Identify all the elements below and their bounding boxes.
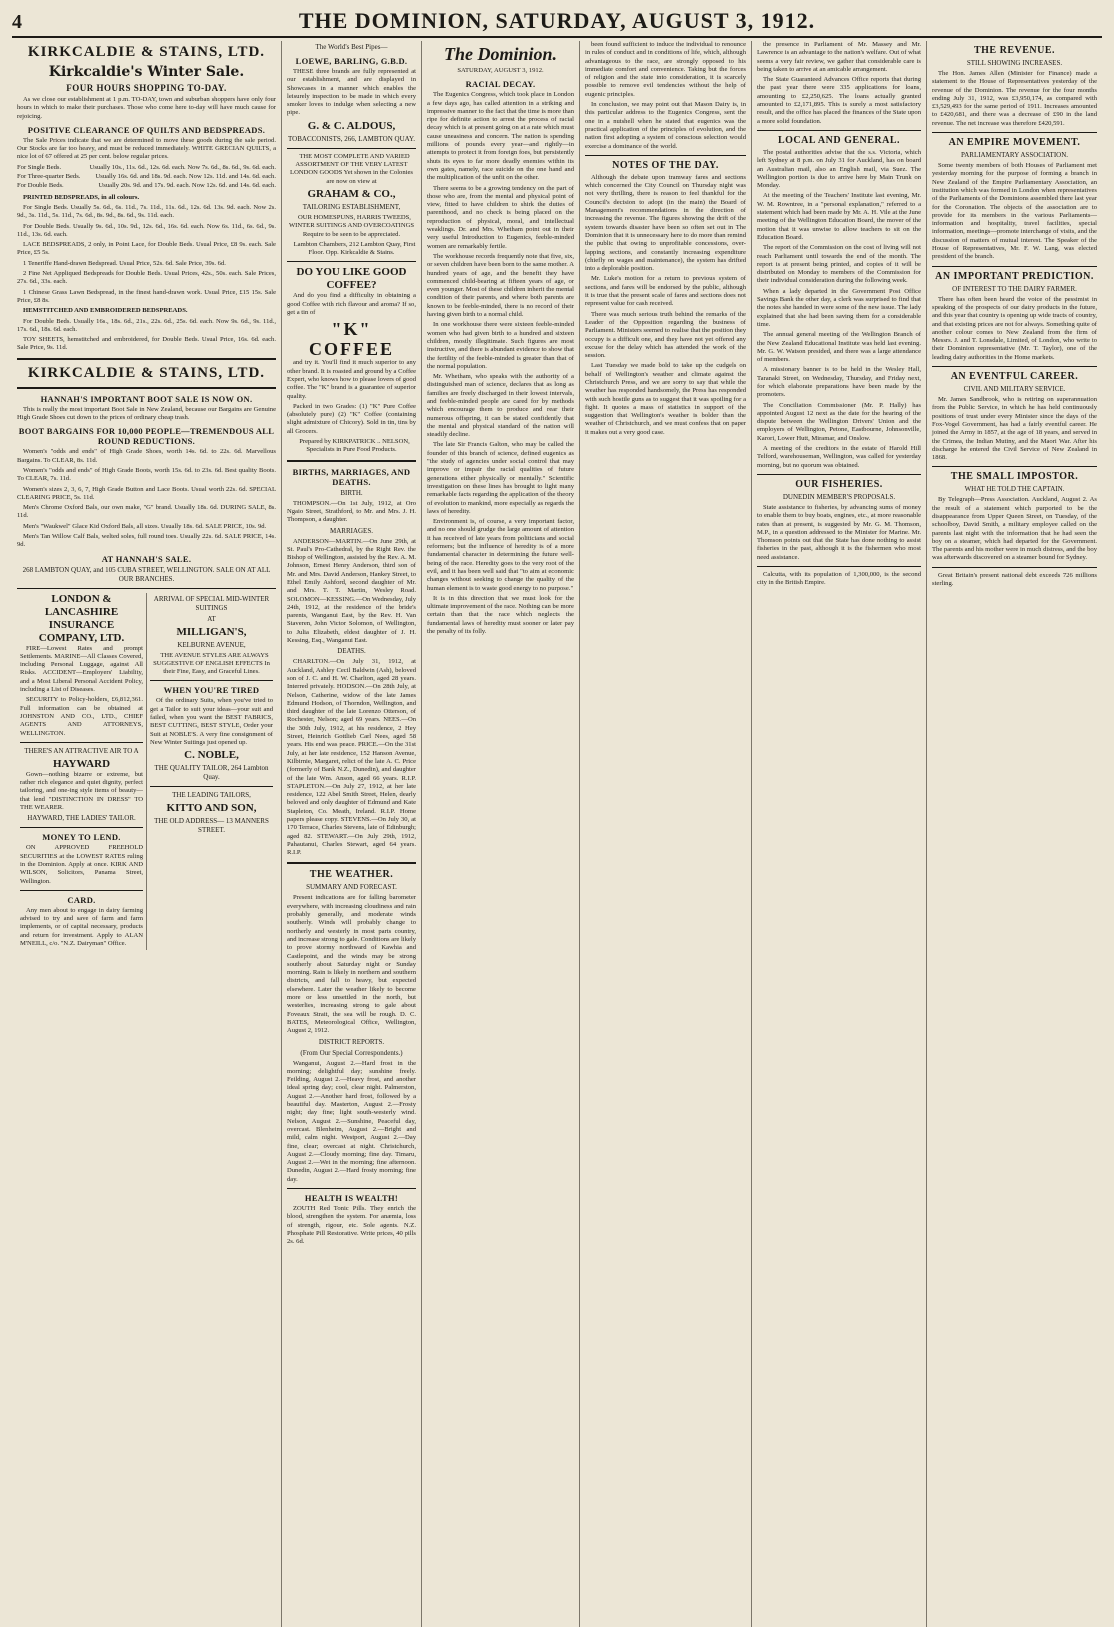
pipes-brand: LOEWE, BARLING, G.B.D. [295,56,408,66]
arrival-text: THE AVENUE STYLES ARE ALWAYS SUGGESTIVE OF ENGLISH EFFECTS In their Fine, Easy, and Graceful Lines. [153,651,270,676]
newspaper-title: THE DOMINION, SATURDAY, AUGUST 3, 1912. [298,8,816,33]
local-paragraph: The Conciliation Commissioner (Mr. P. Hally) has appointed August 12 next as the date for the hearing of the dispute between the Wellington Drivers' Union and the employers of Wellington, Petone, Eastbourne, Johnsonville, Karori, Lower Hutt, Miramar, and Onslow. [757,401,921,442]
divider [932,132,1097,133]
boot-item: Women's "odds and ends" of High Grade Shoes, worth 14s. 6d. to 22s. 6d. Marvellous Bargains. To CLEAR, 8s. 11d. [17,448,276,464]
local-heading: LOCAL AND GENERAL. [777,134,901,146]
marriages-text: ANDERSON—MARTIN.—On June 29th, at St. Paul's Pro-Cathedral, by the Right Rev. the Bishop of Wellington, assisted by the Rev. A. M. Johnson, Ernest Henry Anderson, third son of Mr. and Mrs. David Anderson, Hankey Street, to Ethel Emily Ashford, second daughter of Mr. and Mrs. T. T. Martin, Wesley Road. SOLOMON—KESSING.—On Wednesday, July 24th, 1912, at the residence of the bride's parents, Wanganui East, by the Rev. H. Van Staveren, John Victor Solomon, of Wellington, to Julia Elizabeth, eldest daughter of J. H. Kessing, Esq., Wanganui East. [287,537,416,645]
hannah-intro: This is really the most important Boot Sale in New Zealand, because our Bargains are Genuine High Grade Shoes cut down to the prices of ordinary cheap trash. [17,405,276,422]
coffee-maker: Prepared by KIRKPATRICK .. NELSON, Specialists in Pure Food Products. [299,438,410,454]
divider [287,460,416,462]
quilt-item [17,173,276,181]
arrival-firm: MILLIGAN'S, [176,625,247,638]
coffee-brand: "K" COFFEE [308,319,394,360]
printed-bedspreads-double: For Double Beds. Usually 9s. 6d., 10s. 9d., 12s. 6d., 16s. 6d. each. Now 6s. 11d., 6s. 6d., 9s. 11d., 13s. 6d. each. [17,222,276,238]
divider [932,567,1097,568]
small-ads-row [17,593,276,951]
prediction-text: There has often been heard the voice of the pessimist in speaking of the prospects of our dairy products in the future, and this year that country is opening up wide tracts of country, and that existing prices are not for always. Something quite of another colour comes to New Zealand from the firm of Messrs. J. and T. Lonsdale, Limited, of London, who write to their Dominion representative (Mr. T. Taylor), one of the leading dairy authorities in the Home markets. [932,295,1097,361]
notes-paragraph: Although the debate upon tramway fares and sections which concerned the City Council on Thursday night was not very thrilling, there is reason to feel thankful for the Council's decision to adopt (in the main) the Board of Management's recommendations in the direction of increasing the revenue. The figures showing the drift of the system towards disaster have been so often set out in The Dominion that it is unnecessary here to do more than remind the public that owing to unprofitable concessions, over-lapping sections, and constantly increasing expenditure (chiefly on wages and maintenance), the system has drifted into a deplorable position. [585,173,746,273]
empire-text: Some twenty members of both Houses of Parliament met yesterday morning for the purpose of forming a branch in New Zealand of the Empire Parliamentary Association, an institution which was formed in London when representatives of the Parliaments of the Dominions assembled there last year for the Coronation. The objects of the association are to provide for its members in the various Parliaments—information and hospitality, travel facilities, special information, meetings—promote interchange of visits, and the discussion of matters of mutual interest. The Speaker of the House of Representatives, Mr. F. W. Lang, was elected president of the branch. [932,162,1097,261]
quilt-label: For Double Beds. [17,182,64,190]
career-subheading: CIVIL AND MILITARY SERVICE. [963,385,1066,394]
money-text: ON APPROVED FREEHOLD SECURITIES at the LOWEST RATES ruling in the Dominion. Apply at once. KIRK AND WILSON, Solicitors, Panama Street, Wellington. [20,844,143,885]
printed-bedspreads-heading: PRINTED BEDSPREADS, in all colours. [23,193,140,201]
boot-item: Women's sizes 2, 3, 6, 7, High Grade Button and Lace Boots. Usual worth 22s. 6d. SPECIAL CLEARING PRICE, 5s. 11d. [17,485,276,501]
leader-heading: RACIAL DECAY. [465,79,536,90]
divider [150,786,273,787]
aldous-sub: TOBACCONISTS, 266, LAMBTON QUAY. [288,134,415,143]
hayward-intro: THERE'S AN ATTRACTIVE AIR TO A [24,746,139,755]
boot-bargains-heading: BOOT BARGAINS FOR 10,000 PEOPLE—TREMENDOUS ALL ROUND REDUCTIONS. [18,426,275,447]
boot-item: Men's "Waukwel" Glace Kid Oxford Bals, all sizes. Usually 18s. 6d. SALE PRICE, 10s. 9d. [23,522,267,530]
weather-text: Present indications are for falling barometer everywhere, with increasing cloudiness and rain probably generally, and moderate winds southerly. Winds will probably change to northerly and westerly in most parts country, and increase strong to gale. Conditions are likely to prove stormy northward of Kawhia and Castlepoint, and the winds may be strong southerly about Saturday night or Sunday morning. Rain is likely in northern and southern districts, and fall to heavy, but expected elsewhere. Later the weather likely to become more or less unsettled in the north, but westerlies, increasing strong to gale about Foveaux Strait, the sea will be rough. D. C. BATES, Meteorological Office, Wellington, August 2, 1912. [287,894,416,1035]
teneriffe-bedspread: 1 Teneriffe Hand-drawn Bedspread. Usual Price, 52s. 6d. Sale Price, 39s. 6d. [23,259,226,267]
prediction-subheading: OF INTEREST TO THE DAIRY FARMER. [952,284,1077,293]
graham-sub: TAILORING ESTABLISHMENT, [302,202,401,211]
births-heading: BIRTHS, MARRIAGES, AND DEATHS. [292,466,411,487]
empire-heading: AN EMPIRE MOVEMENT. [948,137,1081,149]
local-paragraph: A meeting of the creditors in the estate of Harold Hill Telford, warehouseman, Wellington, was called for yesterday morning, but no quorum was obtained. [757,445,921,469]
quilt-price: Usually 16s. 6d. and 18s. 9d. each. Now 12s. 11d. and 14s. 6d. each. [95,173,276,181]
divider [17,358,276,360]
coffee-body: and try it. You'll find it much superior to any other brand. It is roasted and ground by a Coffee Expert, who knows how to please lovers of good coffee. The "K" brand is a guarantee of superior quality. [287,359,416,400]
leader-paragraph: Environment is, of course, a very important factor, and no one should grudge the large amount of attention it has received of late years from politicians and social reformers; but the influence of heredity is of a more fundamental character in determining the future well-being of the race. Heredity goes to the very root of the evil, and it has been well said that "to aim at economic changes without seeking to change the quality of the human element is to waste good energy to no purpose." [427,518,574,592]
card-text: Any men about to engage in dairy farming advised to try and save of farm and farm implements, or of capital necessary, products and return for investment. Apply to ALAN M'NEILL, c/o. "N.Z. Dairyman" Office. [20,906,143,947]
divider [17,387,276,389]
small-ads-right [147,593,276,951]
divider [932,466,1097,467]
reports-heading: DISTRICT REPORTS. [318,1037,385,1046]
column-advertisements-notices [282,41,422,1627]
appliqued-bedspreads: 2 Fine Net Appliqued Bedspreads for Double Beds. Usual Prices, 42s., 50s. each. Sale Prices, 27s. 6d., 33s. each. [17,270,276,286]
divider [287,261,416,262]
revenue-subheading: STILL SHOWING INCREASES. [966,59,1063,67]
kirkcaldie-firm-title: KIRKCALDIE & STAINS, LTD. [27,44,266,60]
insurance-text: FIRE—Lowest Rates and prompt Settlements. MARINE—All Classes Covered, including Personal Luggage, against All Risks. ACCIDENT—Employers' Liability, and a Most Liberal Personal Accident Policy, including a List of Diseases. [20,644,143,694]
leader-paragraph: The Eugenics Congress, which took place in London a few days ago, has called attention in a striking and impressive manner to the fact that the time is more than ripe for definite action to arrest the process of racial decay which is at present going on at a rate which must cause uneasiness and concern. The nation is spending millions of pounds every year—and rightly—in attempts to protect it from foreign foes, but persistently shuts its eyes to far more deadly enemies within its own gates, namely, race suicide on the one hand and the multiplication of the unfit on the other. [427,91,574,182]
local-paragraph: The annual general meeting of the Wellington Branch of the New Zealand Educational Institute was held last evening. Mr. G. W. Watson presided, and there was a large attendance of members. [757,331,921,364]
divider [932,366,1097,367]
reports-subheading: (From Our Special Correspondents.) [300,1048,403,1057]
divider [17,588,276,589]
column-leader [422,41,580,1627]
divider [150,680,273,681]
divider [585,155,746,156]
column-notes [580,41,752,1627]
graham-address: Lambton Chambers, 212 Lambton Quay, First Floor. Opp. Kirkcaldie & Stains. [293,240,416,257]
impostor-text: By Telegraph—Press Association. Auckland, August 2. As the result of a statement which purported to be the disappearance from Upper Queen Street, on Tuesday, of the schoolboy, David Smith, a military employee called on the parents last night with the information that he had seen the boy on a steamer, which had departed for the Government. The parents and his mother were in much distress, and the boy was afterwards discovered on a steamer bound for Sydney. [932,496,1097,562]
career-text: Mr. James Sandbrook, who is retiring on superannuation from the Public Service, in which he has held continuously positions of trust under every Minister since the days of the Fox-Vogel Government, has had a fairly eventful career. He joined the Army in 1857, at the age of 18 years, and served in the Crimea, the Indian Mutiny, and the Maori War. After his discharge he entered the Civil Service of New Zealand in 1868. [932,396,1097,462]
notes-heading: NOTES OF THE DAY. [612,159,719,171]
divider [20,890,143,891]
hayward-footer: HAYWARD, THE LADIES' TAILOR. [27,814,136,823]
hayward-text: Gown—nothing bizarre or extreme, but rather rich elegance and quiet dignity, perfect tailoring, and one-ing style items of beauty—that lend "DISTINCTION IN DRESS" TO THE WEARER. [20,770,143,812]
leader-paragraph: The late Sir Francis Galton, who may be called the founder of this branch of science, defined eugenics as "the study of agencies under social control that may improve or impair the racial qualities of future generations either physically or mentally." Scientific investigation on these lines has brought to light many remarkable facts regarding the application of the theory of evolution to mankind, more especially as regards the laws of heredity. [427,441,574,515]
kirkcaldie-firm-title-footer: KIRKCALDIE & STAINS, LTD. [27,364,266,381]
local-paragraph: The report of the Commission on the cost of living will not reach Parliament until towards the end of the month. The report is at present being printed, and copies of it will be distributed on Monday to members of the Commission for their individual consideration during the following week. [757,244,921,285]
column-news [927,41,1102,1627]
divider [757,474,921,475]
impostor-subheading: WHAT HE TOLD THE CAPTAIN. [964,485,1065,494]
notes-continued: the presence in Parliament of Mr. Massey and Mr. Lawrence is an advantage to the nation's welfare. Out of what seems a very fair review, we gather that considerable care is being taken to arrive at an amicable arrangement. [757,41,921,73]
revenue-text: The Hon. James Allen (Minister for Finance) made a statement to the House of Representatives yesterday of the revenue of the Dominion. The revenue for the four months ending July 31, 1912, was £3,950,174, as compared with £3,529,493 for the same period of 1911. Increases amounted to £420,681, and there was a decrease of £90 in the land revenue. The net increase was therefore £420,591. [932,70,1097,127]
masthead [12,8,1102,38]
leader-paragraph: It is in this direction that we must look for the ultimate improvement of the race. Nothing can be more certain than that the race which neglects the fundamental laws of heredity must sooner or later pay the penalty of its folly. [427,594,574,635]
divider [20,827,143,828]
lace-bedspreads: LACE BEDSPREADS, 2 only, in Point Lace, for Double Beds. Usual Price, £8 9s. each. Sale Price, £5 5s. [17,241,276,257]
revenue-heading: THE REVENUE. [973,45,1055,56]
notes-paragraph: Last Tuesday we made bold to take up the cudgels on behalf of Wellington's weather and climate against the Christchurch Press, and we are sorry to say that while the weather has responded handsomely, the Press has responded with such hostile guns as to suggest that it was spoiling for a fight. It quotes a mass of statistics in support of the suggestion that Wellington's weather is bolder than the weather of Christchurch, and we must confess that on paper it makes out a very good case. [585,362,746,436]
quilt-item [17,164,276,172]
divider [757,566,921,567]
career-heading: AN EVENTFUL CAREER. [950,371,1079,383]
kitto-heading: THE LEADING TAILORS, [172,791,251,800]
local-paragraph: A missionary banner is to be held in the Wesley Hall, Taranaki Street, on Wednesday, Thursday, and Friday next, for which elaborate preparations have been made by the promoters. [757,366,921,399]
divider [932,266,1097,267]
health-text: ZOUTH Red Tonic Pills. They enrich the blood, strengthen the system. For anæmia, loss of strength, rigour, etc. Sole agents. N.Z. Phosphate Pill Restorative. Write prices, 40 pills 2s. 6d. [287,1204,416,1246]
fisheries-subheading: DUNEDIN MEMBER'S PROPOSALS. [782,492,896,501]
weather-heading: THE WEATHER. [309,869,394,881]
divider [287,148,416,149]
hemstitched-text: For Double Beds. Usually 16s., 18s. 6d., 21s., 22s. 6d., 25s. 6d. each. Now 9s. 6d., 9s. 11d., 17s. 6d., 18s. 6d. each. [17,317,276,333]
hannah-boot-sale-heading: HANNAH'S IMPORTANT BOOT SALE IS NOW ON. [40,393,253,404]
impostor-heading: THE SMALL IMPOSTOR. [950,471,1079,483]
column-advertisements-left [12,41,282,1627]
weather-subheading: SUMMARY AND FORECAST. [306,883,397,892]
leader-continued: been found sufficient to induce the individual to renounce in rules of conduct and in conditions of life, which, although advantageous to the race, are strongly opposed to his immediate comfort and convenience. Taking but the forces of religion and the state into consideration, it is scarcely possible to remove evil tendencies without the help of eugenic principles. [585,41,746,98]
aldous-name: G. & C. ALDOUS, [307,119,396,132]
insurance-security: SECURITY to Policy-holders, £6,812,361. Full information can be obtained at JOHNSTON AND CO., LTD., CHIEF AGENTS AND ATTORNEYS, WELLINGTON. [20,696,143,737]
leader-date: SATURDAY, AUGUST 3, 1912. [457,67,544,74]
local-paragraph: At the meeting of the Teachers' Institute last evening, Mr. W. M. Rowntree, in a "personal explanation," referred to a statement which had been made by Mr. A. H. Vile at the June meeting of the Wellington Education Board, the mover of the motion that it was unwise to allow teachers to sit on the Education Board. [757,192,921,241]
leader-continued: In conclusion, we may point out that Mason Dairy is, in this particular address to the Eugenics Congress, sent the one in a nutshell when he stated that eugenics was the practical application of the principles of evolution, and the nation first adopting a system of conscious selection would exercise a dominance of the world. [585,101,746,150]
printed-bedspreads-single: For Single Beds. Usually 5s. 6d., 6s. 11d., 7s. 11d., 11s. 6d., 12s. 6d. 13s. 9d. each. Now 2s. 9d., 3s. 11d., 5s. 11d., 7s. 6d., 8s. 9d., 8s. 6d., 9s. 11d. each. [17,203,276,220]
pipes-heading: The World's Best Pipes— [315,43,388,51]
leader-paragraph: Mr. Whetham, who speaks with the authority of a distinguished man of science, declares that as long as families are freely discharged in their lowest intervals, and feeble-minded people are cared for by methods which encourage them to produce and rear their numerous offspring, it can be stated confidently that the mental and physical standard of the nation will steadily decline. [427,373,574,439]
notes-paragraph: Mr. Luke's motion for a return to previous system of sections, and fares will be endorsed by the public, although it is true that the present scale of fares and sections does not represent value for cash received. [585,275,746,308]
empire-subheading: PARLIAMENTARY ASSOCIATION. [960,151,1069,160]
impostor-footer: Great Britain's present national debt exceeds 726 millions sterling. [932,571,1097,588]
page-number: 4 [12,11,22,33]
prediction-heading: AN IMPORTANT PREDICTION. [935,270,1094,282]
deaths-label: DEATHS. [337,647,366,656]
arrival-street: KELBURNE AVENUE, [177,640,246,649]
arrival-title: ARRIVAL OF SPECIAL MID-WINTER SUITINGS [153,594,270,612]
tired-text: Of the ordinary Suits, when you've tried to get a Tailor to suit your ideas—your suit and failed, when you want the BEST FABRICS, BEST CUTTING, BEST STYLE, Order your Suit at NOBLE'S. A very fine consignment of New Winter Suitings just opened up. [150,697,273,746]
money-heading: MONEY TO LEND. [42,832,121,843]
kitto-sub: THE OLD ADDRESS— 13 MANNERS STREET. [154,817,269,835]
birth-label: BIRTH. [340,488,363,497]
leader-paragraph: The workhouse records frequently note that five, six, or seven children have been born to the same mother. A hundred years of age, and the benefit they have commenced child-bearing at fifteen years of age, or even younger. Most of these children inherit the mental condition of their parents, and where both parents are known to be feeble-minded, there is no record of their having given birth to a normal child. [427,252,574,319]
noble-sub: THE QUALITY TAILOR, 264 Lambton Quay. [154,764,269,782]
clearance-intro: The Sale Prices indicate that we are determined to move these goods during the sale period. Our Stocks are far too heavy, and must be reduced immediately. WHITE GRECIAN QUILTS, a nice lot of 67 offered at 25 per cent. below regular prices. [17,136,276,161]
marriages-label: MARRIAGES. [330,526,373,535]
leader-paragraph: In one workhouse there were sixteen feeble-minded women who had given birth to a hundred and sixteen children, mostly illegitimate. Such figures are most instructive, and there is abundant evidence to show that the fertility of the feeble-minded is greater than that of the normal population. [427,321,574,370]
quilt-item [17,182,276,190]
health-heading: HEALTH IS WEALTH! [304,1192,399,1203]
quilt-price: Usually 10s., 11s. 6d., 12s. 6d. each. Now 7s. 6d., 8s. 6d., 9s. 6d. each. [89,163,276,171]
winter-sale-intro: As we close our establishment at 1 p.m. TO-DAY, town and suburban shoppers have only four hours in which to make their purchases. Those who come here to-day will have much cause for rejoicing. [17,96,276,120]
divider [287,862,416,864]
small-ads-left [17,593,147,951]
pipes-text: THESE three brands are fully represented at our establishment, and are displayed in Showcases in a manner which enables the leisurely inspection to be made in which every smoker loves to indulge when selecting a new pipe. [287,68,416,117]
divider [757,130,921,131]
fisheries-footer: Calcutta, with its population of 1,300,000, is the second city in the British Empire. [757,571,921,587]
winter-sale-subtitle: FOUR HOURS SHOPPING TO-DAY. [66,83,227,93]
fisheries-text: State assistance to fisheries, by advancing sums of money to enable them to buy boats, engines, etc., at more reasonable rates than at present, is suggested by Mr. G. M. Thomson, M.P., in a question addressed to the Minister for Marine. Mr. Thomson points out that the State has done nothing to assist fisheries in the past, although it is the fishermen who most need assistance. [757,503,921,561]
local-paragraph: When a lady departed in the Government Post Office Savings Bank the other day, a clerk was surprised to find that the notes she handed in were some of the new issue. The lady explained that she had been saving them for a considerable time. [757,287,921,328]
graham-name: GRAHAM & CO., [307,187,396,200]
kitto-name: KITTO AND SON, [166,802,257,815]
columns [12,41,1102,1627]
quilt-label: For Three-quarter Beds. [17,173,81,181]
tired-heading: WHEN YOU'RE TIRED [163,685,260,696]
hannah-sale-footer: AT HANNAH'S SALE. [101,553,192,564]
coffee-heading: DO YOU LIKE GOOD COFFEE? [296,266,407,292]
notes-continued: The State Guaranteed Advances Office reports that during the past year there were 335 applications for loans, amounting to £2,250,625. The loans actually granted amounted to £2,171,895. This is surely a most satisfactory result, and the office has placed the finances of the State upon a more solid foundation. [757,76,921,125]
notes-paragraph: There was much serious truth behind the remarks of the Leader of the Opposition regarding the business of Parliament. Ministers seemed to realise that the position they occupy is a difficult one, and they have not yet offered any excuse for the delay which has attended the work of the session. [585,310,746,360]
hannah-address: 268 LAMBTON QUAY, and 105 CUBA STREET, WELLINGTON. SALE ON AT ALL OUR BRANCHES. [22,565,271,583]
card-heading: CARD. [67,894,96,905]
divider [20,742,143,743]
boot-item: Men's Chrome Oxford Bals, our own make, "G" brand. Usually 18s. 6d. DURING SALE, 8s. 11d. [17,504,276,520]
chinese-bedspread: 1 Chinese Grass Lawn Bedspread, in the finest hand-drawn work. Usual Price, £15 15s. Sale Price, £8 8s. [17,288,276,304]
birth-text: THOMPSON.—On 1st July, 1912, at Oro Ngaio Street, Strathford, to Mr. and Mrs. J. H. Thompson, a daughter. [287,499,416,524]
hemstitched-heading: HEMSTITCHED AND EMBROIDERED BEDSPREADS. [23,307,188,315]
quilt-label: For Single Beds. [17,163,62,171]
paper-nameplate: The Dominion. [443,44,558,64]
leader-paragraph: There seems to be a growing tendency on the part of those who are, from the mental and physical point of view, fitted to have children to shirk the duties of parenthood, and no check is being placed on the reproduction of physical, moral, and intellectual weaklings. Dr. and Mrs. Whetham point out in their very useful Introduction to Eugenics, feeble-minded women are remarkably fertile. [427,184,574,250]
insurance-title: LONDON & LANCASHIRE INSURANCE COMPANY, LTD. [38,592,125,644]
coffee-text: And do you find a difficulty in obtaining a good Coffee with rich flavour and aroma? If so, get a tin of [287,292,416,317]
graham-text: THE MOST COMPLETE AND VARIED ASSORTMENT OF THE VERY LATEST LONDON GOODS Yet shown in the Colonies are now on view at [290,152,413,185]
graham-goods: OUR HOMESPUNS, HARRIS TWEEDS, WINTER SUITINGS AND OVERCOATINGS Require to be seen to be appreciated. [288,213,415,238]
clearance-heading: POSITIVE CLEARANCE OF QUILTS AND BEDSPREADS. [27,124,266,135]
noble-name: C. NOBLE, [184,749,239,762]
winter-sale-title: Kirkcaldie's Winter Sale. [48,64,245,80]
divider [287,1188,416,1189]
fisheries-heading: OUR FISHERIES. [795,478,883,490]
boot-item: Men's Tan Willow Calf Bals, welted soles, full round toes. Usually 22s. 6d. SALE PRICE, 14s. 9d. [17,532,276,549]
coffee-grades: Packed in two Grades: (1) "K" Pure Coffee (absolutely pure) (2) "K" Coffee (containing slight admixture of Chicory). Sold in tin, tins by all Grocers. [287,402,416,435]
toy-sheets: TOY SHEETS, hemstitched and embroidered, for Double Beds. Usual Price, 16s. 6d. each. Sale Price, 9s. 11d. [17,336,276,352]
local-paragraph: The postal authorities advise that the s.s. Victoria, which left Sydney at 8 p.m. on July 31 for Auckland, has on board an Australian mail, also an English mail, via Suez. The Wellington portion is due to arrive here by Main Trunk on Monday. [757,148,921,190]
reports-text: Wanganui, August 2.—Hard frost in the morning; delightful day; sunshine freely. Feilding, August 2.—Heavy frost, and another ideal spring day; cool, clear night. Palmerston, August 2.—Another hard frost, followed by a beautiful day. Masterton, August 2.—Frosty night; day fine; light south-westerly wind. Nelson, August 2.—Sunshine, Peaceful day, overcast. Blenheim, August 2.—Bright and mild, calm night. Westport, August 2.—Day fine, clear; overcast at night. Christchurch, August 2.—Cloudy morning; fine day. Timaru, August 2.—Wet in the morning; fine afternoon. Dunedin, August 2.—Hard frosty morning; fine day. [287,1059,416,1183]
hayward-name: HAYWARD [52,757,111,770]
boot-item: Women's "odds and ends" of High Grade Boots, worth 15s. 6d. to 23s. 6d. Best quality Boots. To CLEAR, 7s. 11d. [17,466,276,483]
column-local [752,41,927,1627]
arrival-at: AT [207,614,216,623]
quilt-price: Usually 20s. 9d. and 17s. 9d. each. Now 12s. 6d. and 14s. 6d. each. [98,182,276,190]
deaths-text: CHARLTON.—On July 31, 1912, at Auckland, Ashley Cecil Baldwin (Ash), beloved son of J. C. and H. W. Charlton, aged 28 years. Interred privately. HODSON.—On 28th July, at Nelson, Catherine, widow of the late James Edmund Hodson, of Thorndon, Wellington, and third daughter of the late Lorenzo Otterson, of Rochester, Nelson; aged 69 years. NEES.—On the 30th July, 1912, at his residence, 2 Hey Street, Heinrich Gottlieb Carl Nees, aged 58 years. His end was peace. PRICE.—On the 31st July, at her late residence, 152 Hanson Avenue, Kilbirnie, Margaret, relict of the late A. C. Price (formerly of Bank N.Z., Dunedin), and daughter of the late Wm. Anson, aged 66 years. R.I.P. STAPLETON.—On July 27, 1912, at her late residence, 122 Abel Smith Street, Helen, dearly beloved and only daughter of Edmund and Kate Stapleton, Co. Meath, Ireland. R.I.P. Home papers please copy. STEVENS.—On July 30, at 170 Terrace, Charles Stevens, late of Edinburgh; aged 82. STEWART.—On July 29th, 1912, Pahautanui, Charles Stewart, aged 64 years. R.I.P. [287,658,416,857]
